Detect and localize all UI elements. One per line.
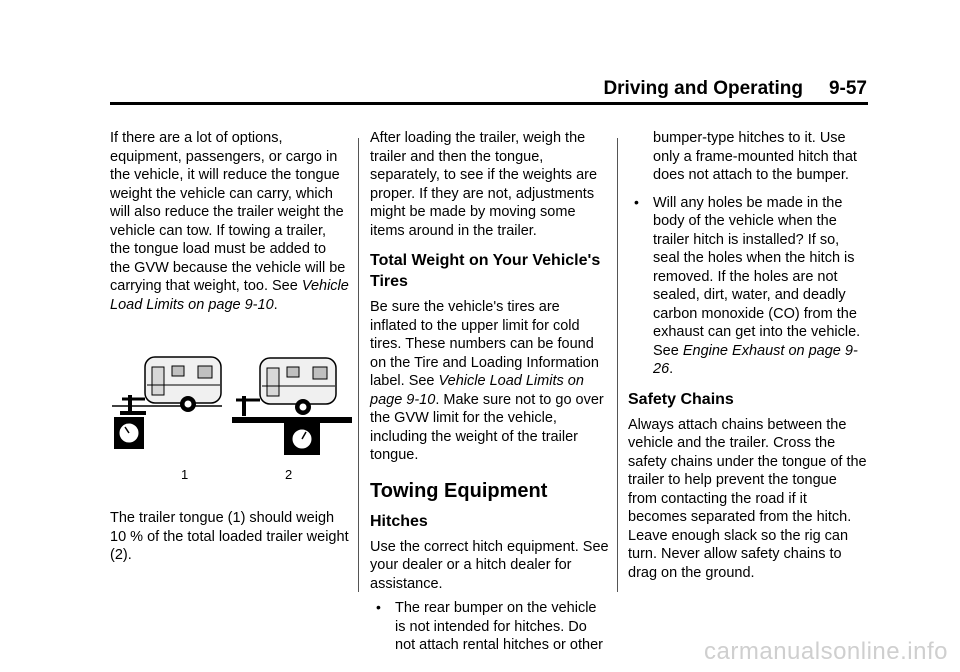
trailer-2-illustration (232, 358, 352, 455)
watermark: carmanualsonline.info (704, 638, 948, 665)
trailer-1-illustration (112, 357, 222, 449)
paragraph-weigh-trailer: After loading the trailer, weigh the trailer and then the tongue, separately, to see if the weights are proper. If they are not, adjustments might be made by moving some items around in the trailer. (370, 130, 598, 239)
column-1 (110, 129, 350, 314)
heading-towing-equipment: Towing Equipment (370, 479, 548, 502)
heading-hitches: Hitches (370, 512, 428, 530)
paragraph-tongue-weight: If there are a lot of options, equipment, passengers, or cargo in the vehicle, it will reduce the tongue weight the vehicle can carry, which will also reduce the trailer weight the vehicle can tow. If towing a trailer, the tongue load must be added to the GVW because the vehicle will be carrying that weight, too. See Vehicle Load Limits on page 9-10. (110, 130, 349, 313)
cross-reference-link[interactable]: Vehicle Load Limits on page 9-10 (370, 373, 584, 408)
paragraph-tongue-percent: The trailer tongue (1) should weigh 10 % of the total loaded trailer weight (2). (110, 510, 349, 563)
column-divider-1 (358, 138, 359, 592)
page-header (603, 78, 867, 100)
column-3 (628, 129, 868, 582)
figure-label-1: 1 (181, 467, 189, 482)
paragraph-tires: Be sure the vehicle's tires are inflated to the upper limit for cold tires. These numbers can be found on the Tire and Loading Information label. See Vehicle Load Limits on page 9-10. Make sure not to go over the GVW limit for the vehicle, including the weight of the trailer tongue. (370, 299, 604, 463)
column-divider-2 (617, 138, 618, 592)
header-rule (110, 102, 868, 105)
list-item-continued: bumper-type hitches to it. Use only a frame-mounted hitch that does not attach to the bumper. (653, 130, 857, 183)
heading-safety-chains: Safety Chains (628, 390, 734, 408)
figure-label-2: 2 (285, 467, 293, 482)
trailer-figure-svg (112, 355, 352, 490)
heading-total-weight: Total Weight on Your Vehicle's Tires (370, 252, 601, 290)
column-2 (370, 129, 610, 655)
page-number: 9-57 (828, 78, 867, 99)
list-item: • Will any holes be made in the body of the vehicle when the trailer hitch is installed? If so, seal the holes when the hitch is removed. If the holes are not sealed, dirt, water, and deadly carbon monoxide (CO) from the exhaust can get into the vehicle. See Engine Exhaust on page 9-26. (634, 193, 861, 377)
paragraph-safety-chains: Always attach chains between the vehicle and the trailer. Cross the safety chains under the tongue of the trailer to help prevent the tongue from contacting the road if it becomes separated from the hitch. Leave enough slack so the rig can turn. Never allow safety chains to drag on the ground. (628, 416, 867, 581)
list-item: • The rear bumper on the vehicle is not intended for hitches. Do not attach rental hitches or other (376, 599, 603, 653)
bullet-icon: • (634, 193, 639, 210)
bullet-icon: • (376, 599, 381, 615)
trailer-weighing-figure (112, 355, 352, 490)
cross-reference-link[interactable]: Vehicle Load Limits on page 9-10 (110, 278, 349, 313)
section-title: Driving and Operating (603, 78, 803, 99)
paragraph-hitch-equipment: Use the correct hitch equipment. See your dealer or a hitch dealer for assistance. (370, 538, 609, 592)
cross-reference-link[interactable]: Engine Exhaust on page 9-26 (653, 342, 858, 377)
